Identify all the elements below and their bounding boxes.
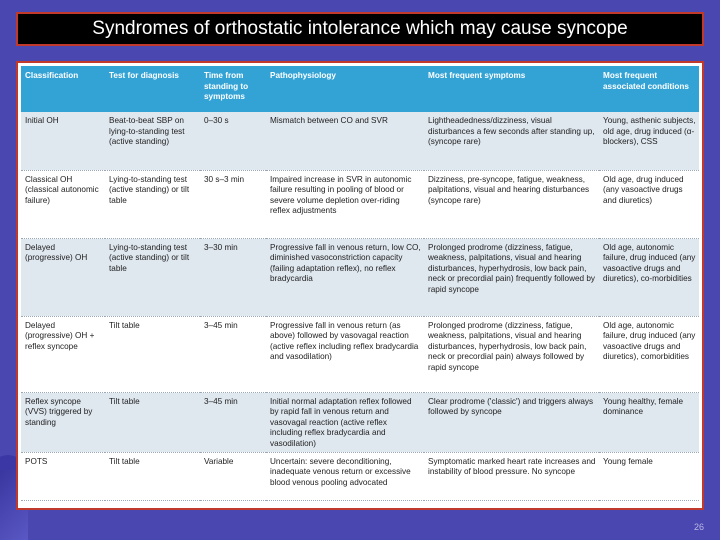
cell-classification: Delayed (progressive) OH [21, 238, 105, 316]
table-row [21, 170, 699, 238]
cell-conditions: Young healthy, female dominance [599, 392, 699, 452]
cell-classification: Initial OH [21, 112, 105, 170]
table-row [21, 316, 699, 392]
cell-time: 3–30 min [200, 238, 266, 316]
cell-classification: Reflex syncope (VVS) triggered by standing [21, 392, 105, 452]
cell-classification: POTS [21, 452, 105, 500]
cell-classification: Classical OH (classical autonomic failure) [21, 170, 105, 238]
page-number: 26 [693, 522, 704, 532]
table-header-row [21, 66, 699, 112]
cell-test: Beat-to-beat SBP on lying-to-standing test (active standing) [105, 112, 200, 170]
cell-test: Lying-to-standing test (active standing) or tilt table [105, 238, 200, 316]
cell-time: 3–45 min [200, 316, 266, 392]
cell-symptoms: Symptomatic marked heart rate increases and instability of blood pressure. No syncope [424, 452, 599, 500]
cell-test: Tilt table [105, 392, 200, 452]
cell-time: Variable [200, 452, 266, 500]
cell-time: 30 s–3 min [200, 170, 266, 238]
header-symptoms: Most frequent symptoms [424, 66, 599, 112]
cell-pathophysiology: Mismatch between CO and SVR [266, 112, 424, 170]
header-time-to-symptoms: Time from standing to symptoms [200, 66, 266, 112]
cell-symptoms: Clear prodrome ('classic') and triggers always followed by syncope [424, 392, 599, 452]
cell-conditions: Old age, drug induced (any vasoactive drugs and diuretics) [599, 170, 699, 238]
cell-symptoms: Prolonged prodrome (dizziness, fatigue, weakness, palpitations, visual and hearing disturbances, hyperhydrosis, low back pain, neck or precordial pain) frequently followed by rapid syncope [424, 238, 599, 316]
cell-test: Tilt table [105, 452, 200, 500]
table-row [21, 112, 699, 170]
cell-conditions: Old age, autonomic failure, drug induced (any vasoactive drugs and diuretics), comorbidities [599, 316, 699, 392]
cell-test: Tilt table [105, 316, 200, 392]
syndromes-table [21, 66, 699, 501]
cell-pathophysiology: Initial normal adaptation reflex followed by rapid fall in venous return and vasovagal reaction (active reflex including reflex bradycardia and vasodilation) [266, 392, 424, 452]
cell-pathophysiology: Uncertain: severe deconditioning, inadequate venous return or excessive blood venous pooling advocated [266, 452, 424, 500]
cell-symptoms: Dizziness, pre-syncope, fatigue, weakness, palpitations, visual and hearing disturbances (syncope rare) [424, 170, 599, 238]
header-test-for-diagnosis: Test for diagnosis [105, 66, 200, 112]
cell-test: Lying-to-standing test (active standing) or tilt table [105, 170, 200, 238]
cell-symptoms: Prolonged prodrome (dizziness, fatigue, weakness, palpitations, visual and hearing disturbances, hyperhydrosis, low back pain, neck or precordial pain) always followed by rapid syncope [424, 316, 599, 392]
slide-title: Syndromes of orthostatic intolerance which may cause syncope [16, 12, 704, 46]
cell-pathophysiology: Progressive fall in venous return (as above) followed by vasovagal reaction (active reflex including reflex bradycardia and vasodilation) [266, 316, 424, 392]
cell-conditions: Old age, autonomic failure, drug induced (any vasoactive drugs and diuretics), co-morbidities [599, 238, 699, 316]
cell-time: 0–30 s [200, 112, 266, 170]
cell-conditions: Young female [599, 452, 699, 500]
cell-time: 3–45 min [200, 392, 266, 452]
header-pathophysiology: Pathophysiology [266, 66, 424, 112]
cell-conditions: Young, asthenic subjects, old age, drug induced (α-blockers), CSS [599, 112, 699, 170]
cell-pathophysiology: Impaired increase in SVR in autonomic failure resulting in pooling of blood or severe volume depletion over-riding reflex adjustments [266, 170, 424, 238]
header-associated-conditions: Most frequent associated conditions [599, 66, 699, 112]
table-row [21, 452, 699, 500]
header-classification: Classification [21, 66, 105, 112]
table-container [16, 61, 704, 510]
cell-symptoms: Lightheadedness/dizziness, visual disturbances a few seconds after standing up, (syncope rare) [424, 112, 599, 170]
table-row [21, 392, 699, 452]
cell-classification: Delayed (progressive) OH + reflex syncope [21, 316, 105, 392]
table-row [21, 238, 699, 316]
cell-pathophysiology: Progressive fall in venous return, low CO, diminished vasoconstriction capacity (failing adaptation reflex), no reflex bradycardia [266, 238, 424, 316]
